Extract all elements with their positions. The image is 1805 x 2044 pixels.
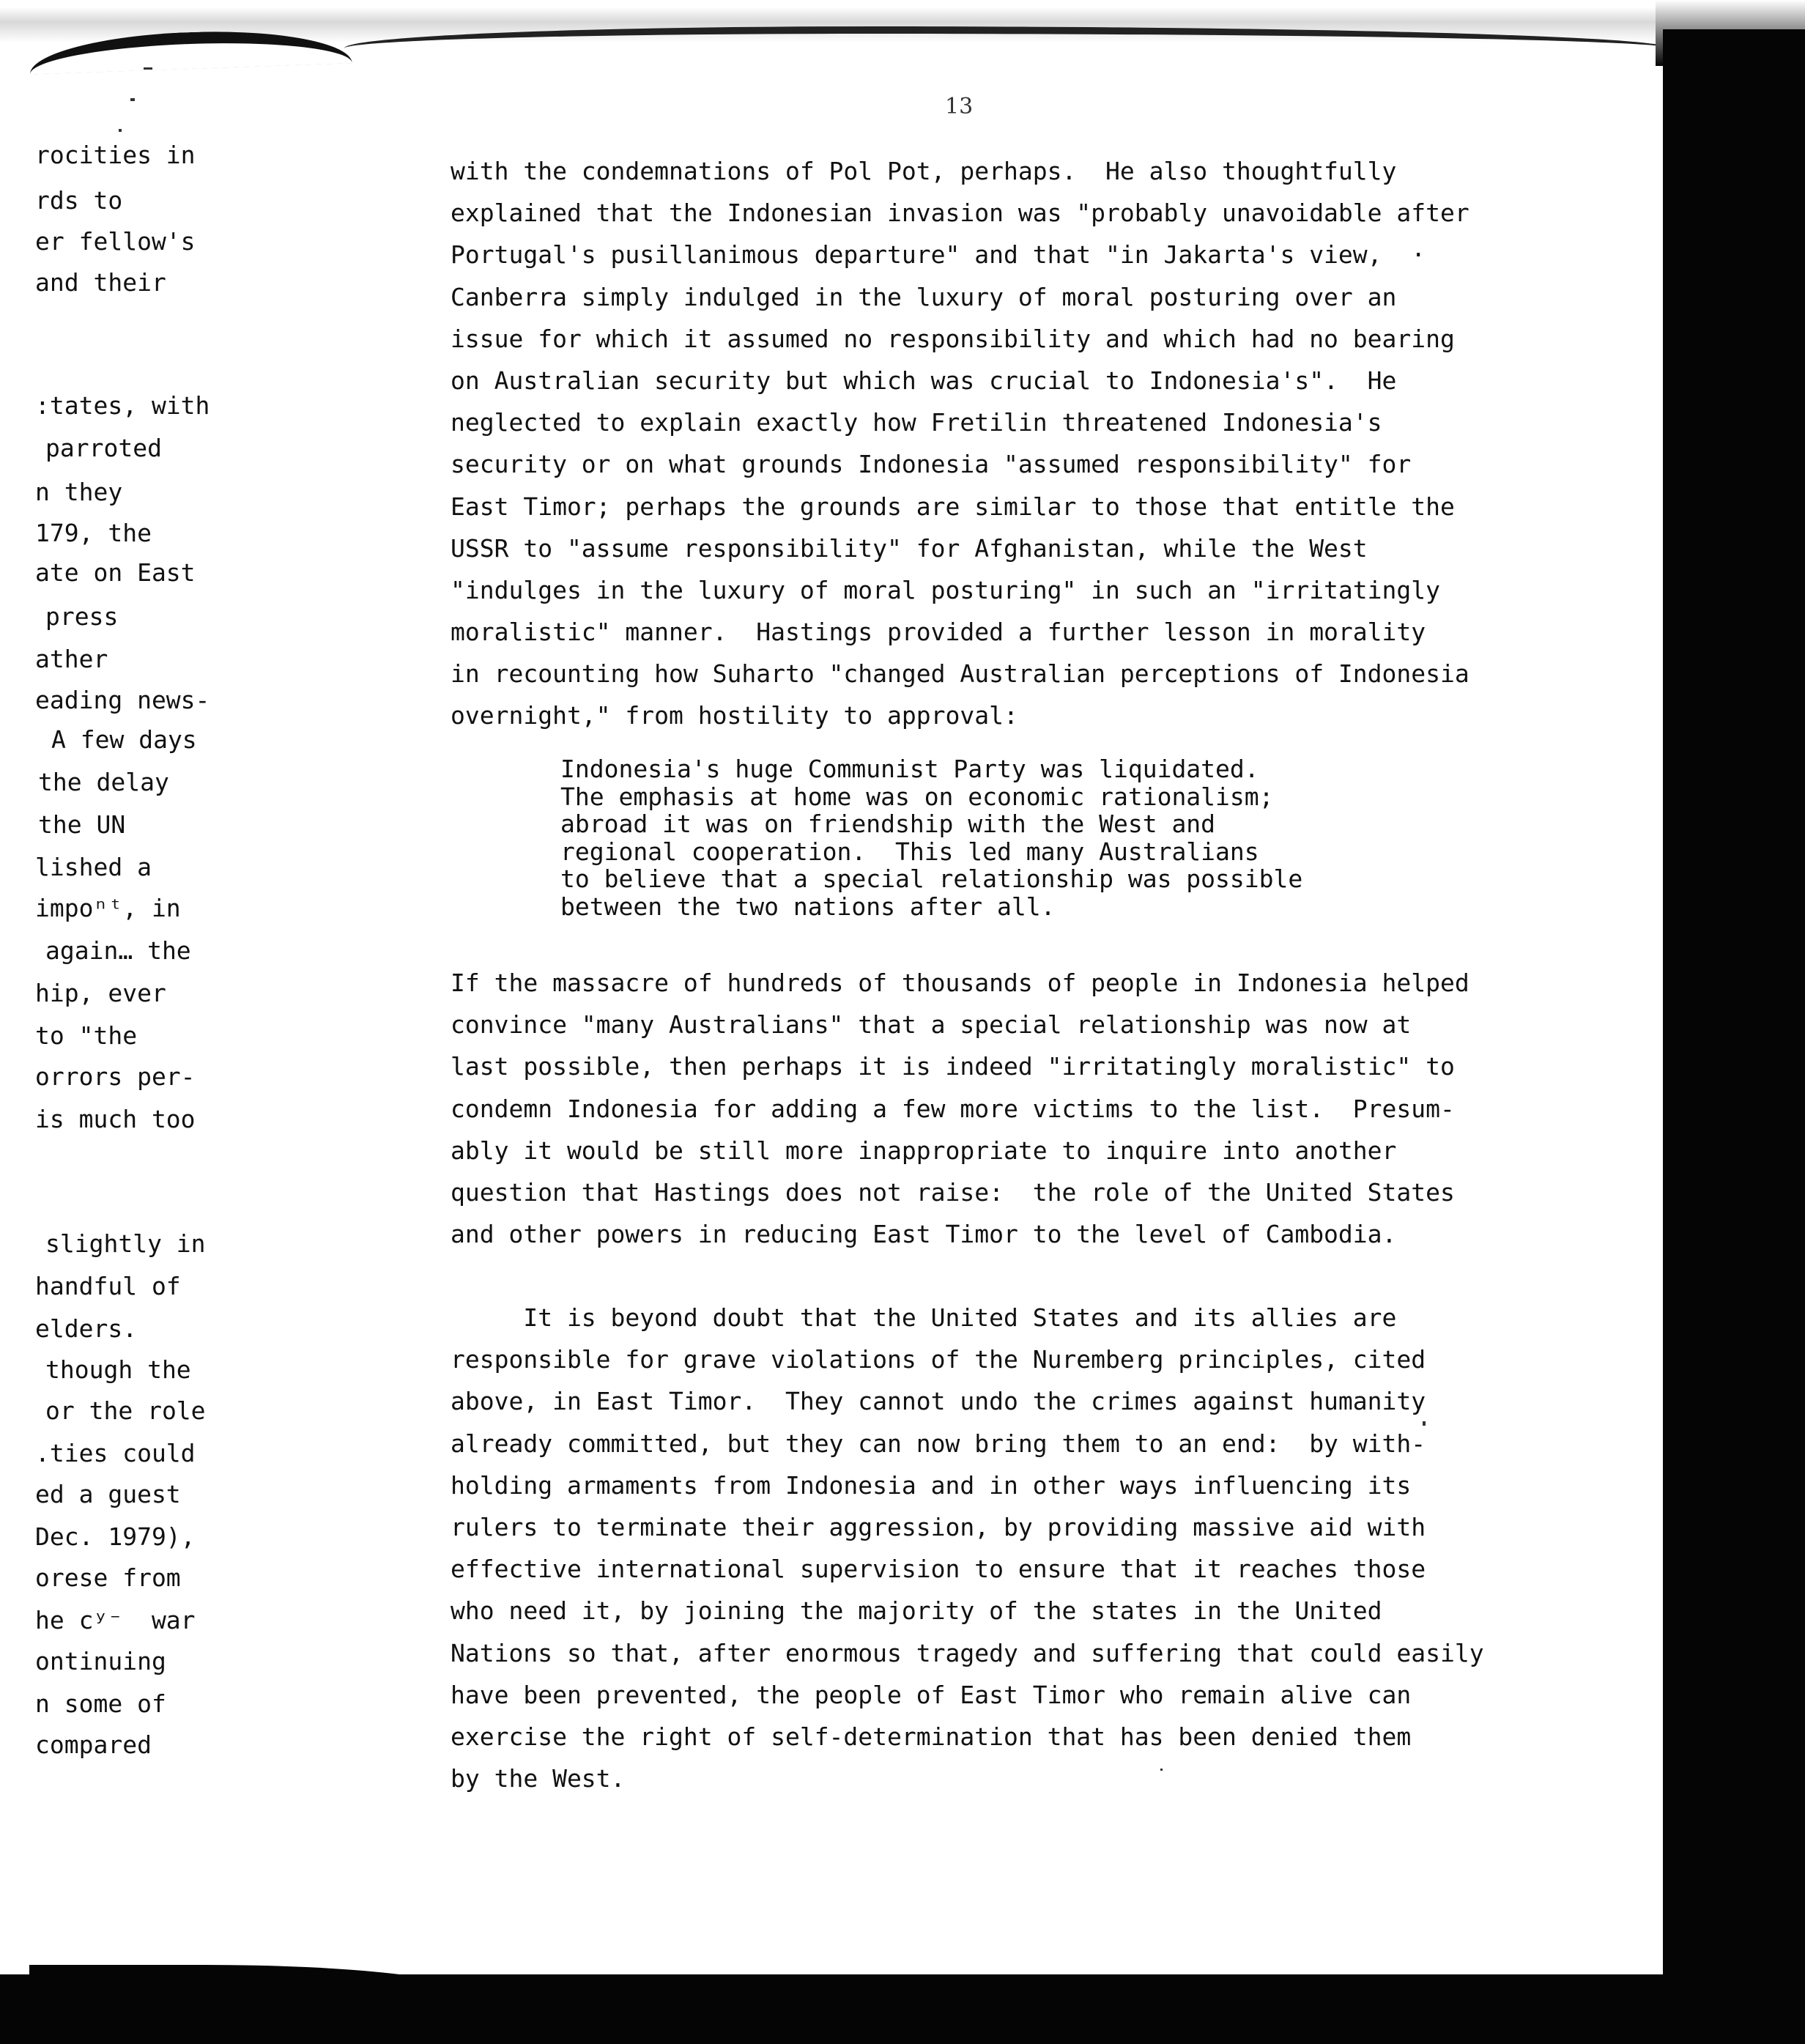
page-number: 13 bbox=[945, 94, 974, 119]
fragment-line: .ties could bbox=[35, 1439, 196, 1467]
fragment-line: hip, ever bbox=[35, 979, 166, 1007]
fragment-line: again… the bbox=[45, 936, 191, 965]
text-line: rulers to terminate their aggression, by providing massive aid with bbox=[451, 1512, 1426, 1541]
block-quote bbox=[560, 755, 1366, 921]
fragment-line: is much too bbox=[35, 1105, 196, 1133]
fragment-line: rds to bbox=[35, 186, 123, 215]
fragment-line: er fellow's bbox=[35, 227, 196, 256]
text-line: with the condemnations of Pol Pot, perhaps. He also thoughtfully bbox=[451, 157, 1397, 185]
fragment-line: slightly in bbox=[45, 1229, 206, 1258]
text-line: If the massacre of hundreds of thousands of people in Indonesia helped bbox=[451, 969, 1469, 997]
scan-speck bbox=[130, 98, 135, 101]
paragraph-2 bbox=[451, 962, 1469, 1255]
text-line: already committed, but they can now bring them to an end: by with- bbox=[451, 1429, 1426, 1458]
scan-speck bbox=[144, 67, 152, 70]
paragraph-3 bbox=[451, 1297, 1484, 1799]
paragraph-1 bbox=[451, 150, 1469, 737]
scan-speck bbox=[119, 129, 122, 132]
fragment-line: the UN bbox=[38, 810, 126, 839]
fragment-line: lished a bbox=[35, 853, 152, 881]
fragment-line: he cʸ⁻ war bbox=[35, 1606, 196, 1634]
text-line: exercise the right of self-determination that has been denied them bbox=[451, 1722, 1412, 1751]
text-line: "indulges in the luxury of moral posturing" in such an "irritatingly bbox=[451, 575, 1441, 604]
fragment-line: elders. bbox=[35, 1314, 138, 1343]
quote-line: abroad it was on friendship with the West and bbox=[560, 810, 1216, 839]
text-line: Nations so that, after enormous tragedy and suffering that could easily bbox=[451, 1638, 1484, 1667]
fragment-line: handful of bbox=[35, 1272, 181, 1300]
fragment-line: ate on East bbox=[35, 558, 196, 587]
text-line: overnight," from hostility to approval: bbox=[451, 701, 1018, 730]
fragment-line: n they bbox=[35, 478, 123, 506]
text-line: and other powers in reducing East Timor to the level of Cambodia. bbox=[451, 1220, 1397, 1249]
fragment-line: or the role bbox=[45, 1396, 206, 1425]
quote-line: between the two nations after all. bbox=[560, 892, 1056, 921]
text-line: effective international supervision to ensure that it reaches those bbox=[451, 1555, 1426, 1584]
fragment-line: rocities in bbox=[35, 141, 196, 169]
text-line: security or on what grounds Indonesia "assumed responsibility" for bbox=[451, 450, 1412, 479]
text-line: above, in East Timor. They cannot undo the crimes against humanity bbox=[451, 1387, 1426, 1416]
text-line: who need it, by joining the majority of the states in the United bbox=[451, 1596, 1382, 1626]
fragment-line: though the bbox=[45, 1355, 191, 1384]
quote-line: to believe that a special relationship was possible bbox=[560, 864, 1303, 894]
text-line: It is beyond doubt that the United States and its allies are bbox=[451, 1303, 1397, 1332]
fragment-line: A few days bbox=[51, 725, 197, 754]
main-text-column bbox=[451, 150, 1469, 737]
fragment-line: :tates, with bbox=[35, 391, 210, 420]
fragment-line: press bbox=[45, 602, 119, 631]
fragment-line: eading news- bbox=[35, 686, 210, 714]
text-line: explained that the Indonesian invasion was "probably unavoidable after bbox=[451, 199, 1469, 228]
text-line: by the West. bbox=[451, 1764, 626, 1793]
text-line: East Timor; perhaps the grounds are similar to those that entitle the bbox=[451, 492, 1455, 521]
fragment-line: the delay bbox=[38, 768, 169, 796]
quote-line: The emphasis at home was on economic rationalism; bbox=[560, 782, 1274, 811]
text-line: Canberra simply indulged in the luxury of moral posturing over an bbox=[451, 282, 1397, 311]
fragment-line: ed a guest bbox=[35, 1480, 181, 1508]
text-line: neglected to explain exactly how Fretilin threatened Indonesia's bbox=[451, 408, 1382, 437]
text-line: have been prevented, the people of East Timor who remain alive can bbox=[451, 1680, 1412, 1709]
fragment-line: 179, the bbox=[35, 519, 152, 547]
quote-line: Indonesia's huge Communist Party was liquidated. bbox=[560, 755, 1259, 783]
fragment-line: parroted bbox=[45, 434, 162, 462]
fragment-line: and their bbox=[35, 268, 166, 297]
text-line: condemn Indonesia for adding a few more victims to the list. Presum- bbox=[451, 1094, 1455, 1123]
text-line: in recounting how Suharto "changed Australian perceptions of Indonesia bbox=[451, 659, 1469, 689]
text-line: moralistic" manner. Hastings provided a further lesson in morality bbox=[451, 618, 1426, 647]
text-line: USSR to "assume responsibility" for Afghanistan, while the West bbox=[451, 533, 1368, 563]
text-line: ably it would be still more inappropriate to inquire into another bbox=[451, 1136, 1397, 1165]
text-line: question that Hastings does not raise: the role of the United States bbox=[451, 1177, 1455, 1207]
quote-line: regional cooperation. This led many Australians bbox=[560, 837, 1259, 866]
text-line: issue for which it assumed no responsibility and which had no bearing bbox=[451, 324, 1455, 353]
fragment-line: Dec. 1979), bbox=[35, 1522, 196, 1551]
text-line: on Australian security but which was crucial to Indonesia's". He bbox=[451, 366, 1397, 395]
text-line: convince "many Australians" that a special relationship was now at bbox=[451, 1010, 1412, 1040]
fragment-line: orrors per- bbox=[35, 1062, 196, 1091]
fragment-line: compared bbox=[35, 1730, 152, 1759]
fragment-line: to "the bbox=[35, 1021, 138, 1050]
fragment-line: ather bbox=[35, 645, 108, 673]
scan-shadow-right bbox=[1663, 29, 1805, 2044]
fragment-line: orese from bbox=[35, 1563, 181, 1592]
text-line: last possible, then perhaps it is indeed "irritatingly moralistic" to bbox=[451, 1052, 1455, 1081]
fragment-line: ontinuing bbox=[35, 1647, 166, 1675]
fragment-line: n some of bbox=[35, 1689, 166, 1718]
text-line: Portugal's pusillanimous departure" and that "in Jakarta's view, · bbox=[451, 240, 1426, 270]
scan-speck bbox=[1582, 1266, 1588, 1272]
text-line: responsible for grave violations of the Nuremberg principles, cited bbox=[451, 1345, 1426, 1374]
fragment-line: impoⁿᵗ, in bbox=[35, 894, 181, 922]
text-line: holding armaments from Indonesia and in other ways influencing its bbox=[451, 1470, 1412, 1500]
scan-shadow-bottom-curve bbox=[29, 1965, 469, 1994]
